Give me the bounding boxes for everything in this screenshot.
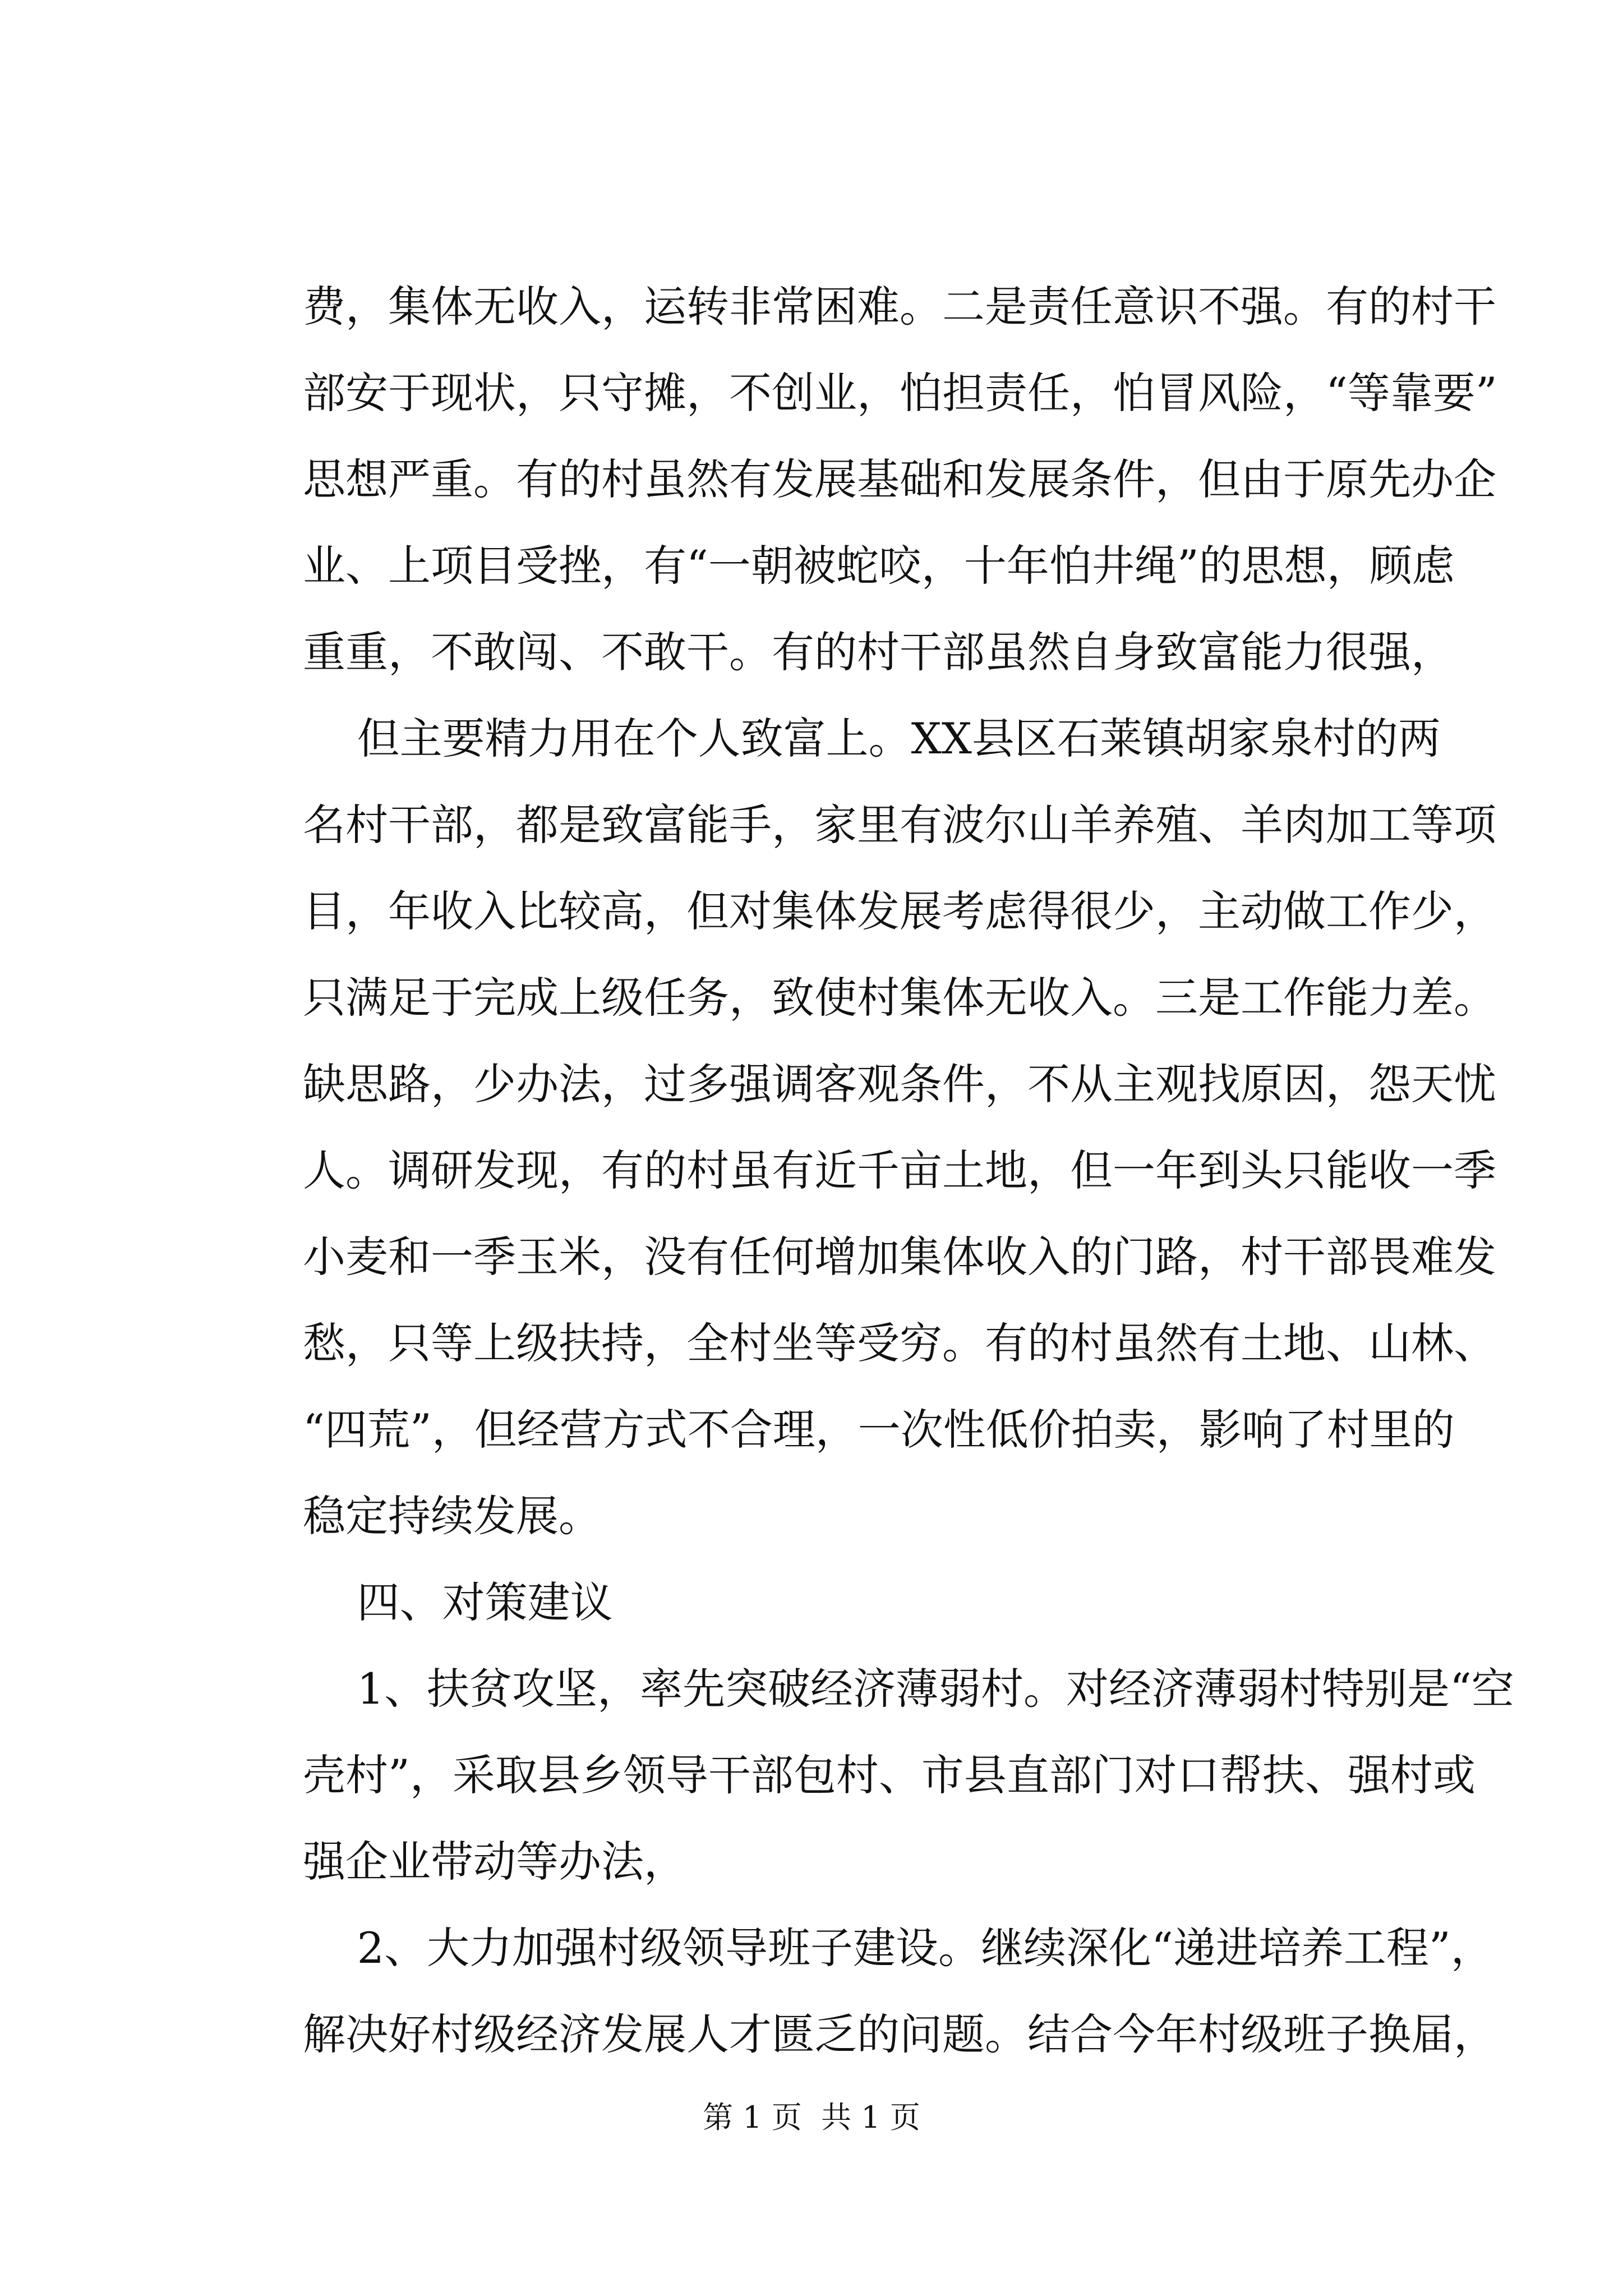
text-line: 人。调研发现，有的村虽有近千亩土地，但一年到头只能收一季 [303, 1145, 1496, 1195]
text-line: 费，集体无收入，运转非常困难。二是责任意识不强。有的村干 [303, 282, 1496, 332]
text-line: 目，年收入比较高，但对集体发展考虑得很少，主动做工作少， [303, 886, 1496, 936]
text-line: 解决好村级经济发展人才匮乏的问题。结合今年村级班子换届， [303, 2009, 1496, 2059]
text-line: 小麦和一季玉米，没有任何增加集体收入的门路，村干部畏难发 [303, 1232, 1496, 1282]
text-line: 名村干部，都是致富能手，家里有波尔山羊养殖、羊肉加工等项 [303, 800, 1496, 850]
text-line: 思想严重。有的村虽然有发展基础和发展条件，但由于原先办企 [303, 454, 1496, 504]
text-line: 强企业带动等办法， [303, 1837, 686, 1887]
text-line: 但主要精力用在个人致富上。XX县区石莱镇胡家泉村的两 [303, 714, 1441, 763]
text-line: 稳定持续发展。 [303, 1491, 601, 1541]
text-line: 业、上项目受挫，有“一朝被蛇咬，十年怕井绳”的思想，顾虑 [303, 541, 1455, 591]
document-body [303, 264, 1514, 2078]
text-line: 2、大力加强村级领导班子建设。继续深化“递进培养工程”， [303, 1923, 1493, 1973]
section-heading: 四、对策建议 [303, 1577, 613, 1627]
text-line: 缺思路，少办法，过多强调客观条件，不从主观找原因，怨天忧 [303, 1059, 1496, 1109]
text-line: 只满足于完成上级任务，致使村集体无收入。三是工作能力差。 [303, 973, 1496, 1023]
text-line: 部安于现状，只守摊，不创业，怕担责任，怕冒风险，“等靠要” [303, 368, 1497, 418]
text-line: “四荒”，但经营方式不合理，一次性低价拍卖，影响了村里的 [303, 1405, 1455, 1455]
text-line: 1、扶贫攻坚，率先突破经济薄弱村。对经济薄弱村特别是“空 [303, 1664, 1514, 1714]
text-line: 壳村”，采取县乡领导干部包村、市县直部门对口帮扶、强村或 [303, 1750, 1476, 1800]
text-line: 重重，不敢闯、不敢干。有的村干部虽然自身致富能力很强， [303, 627, 1454, 677]
text-line: 愁，只等上级扶持，全村坐等受穷。有的村虽然有土地、山林、 [303, 1318, 1496, 1368]
page-footer: 第 1 页 共 1 页 [703, 2100, 920, 2135]
